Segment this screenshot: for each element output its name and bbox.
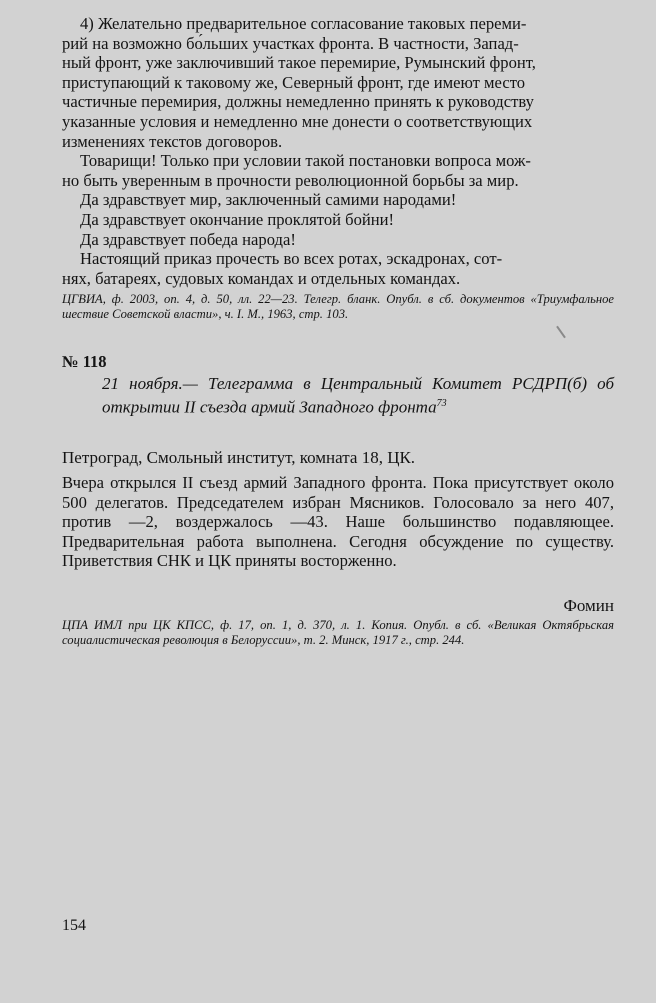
document-title: [102, 374, 614, 418]
scan-mark: [556, 326, 566, 339]
text-line: Да здравствует мир, заключенный самими народами!: [80, 190, 457, 210]
text-line: Да здравствует победа народа!: [80, 229, 296, 249]
text-line: рий на возможно бо́льших участках фронта. В частности, Запад-: [62, 33, 519, 53]
text-line: указанные условия и немедленно мне донести о соответствующих: [62, 111, 533, 131]
telegram-address: Петроград, Смольный институт, комната 18, ЦК.: [62, 448, 416, 467]
document-number: № 118: [62, 352, 107, 371]
text-line: Товарищи! Только при условии такой постановки вопроса мож-: [80, 151, 531, 171]
signature: Фомин: [563, 596, 614, 615]
telegram-body: Вчера открылся II съезд армий Западного фронта. Пока присутствует около 500 делегатов. Председателем избран Мясников. Голосовало за него 407, против —2, воздержалось —43. Наше большинство подавляющее. Предварительная работа выполнена. Сегодня обсуждение по существу. Приветствия СНК и ЦК приняты восторженно.: [62, 473, 614, 571]
text-line: Настоящий приказ прочесть во всех ротах, эскадронах, сот-: [80, 249, 503, 269]
text-line: Да здравствует окончание проклятой бойни!: [80, 209, 395, 229]
text-line: изменениях текстов договоров.: [62, 131, 283, 151]
archive-source-note: ЦГВИА, ф. 2003, оп. 4, д. 50, лл. 22—23. Телегр. бланк. Опубл. в сб. документов «Триумфальное шествие Советской власти», ч. I. М., 1963, стр. 103.: [62, 292, 614, 322]
text-line: приступающий к таковому же, Северный фронт, где имеют место: [62, 72, 526, 92]
page-number: 154: [62, 917, 86, 934]
text-line: частичные перемирия, должны немедленно принять к руководству: [62, 92, 534, 112]
archive-source-note: ЦПА ИМЛ при ЦК КПСС, ф. 17, оп. 1, д. 370, л. 1. Копия. Опубл. в сб. «Великая Октябрьская социалистическая революция в Белоруссии», т. 2. Минск, 1917 г., стр. 244.: [62, 618, 614, 648]
footnote-reference: 73: [436, 398, 447, 409]
text-line: ный фронт, уже заключивший такое перемирие, Румынский фронт,: [62, 53, 536, 73]
document-title-text: 21 ноября.— Телеграмма в Центральный Комитет РСДРП(б) об открытии II съезда армий Западного фронта: [102, 374, 614, 417]
text-line: нях, батареях, судовых командах и отдельных командах.: [62, 268, 461, 288]
order-continuation-text: [62, 14, 614, 288]
text-line: но быть уверенным в прочности революционной борьбы за мир.: [62, 170, 519, 190]
text-line: 4) Желательно предварительное согласование таковых переми-: [80, 14, 527, 33]
